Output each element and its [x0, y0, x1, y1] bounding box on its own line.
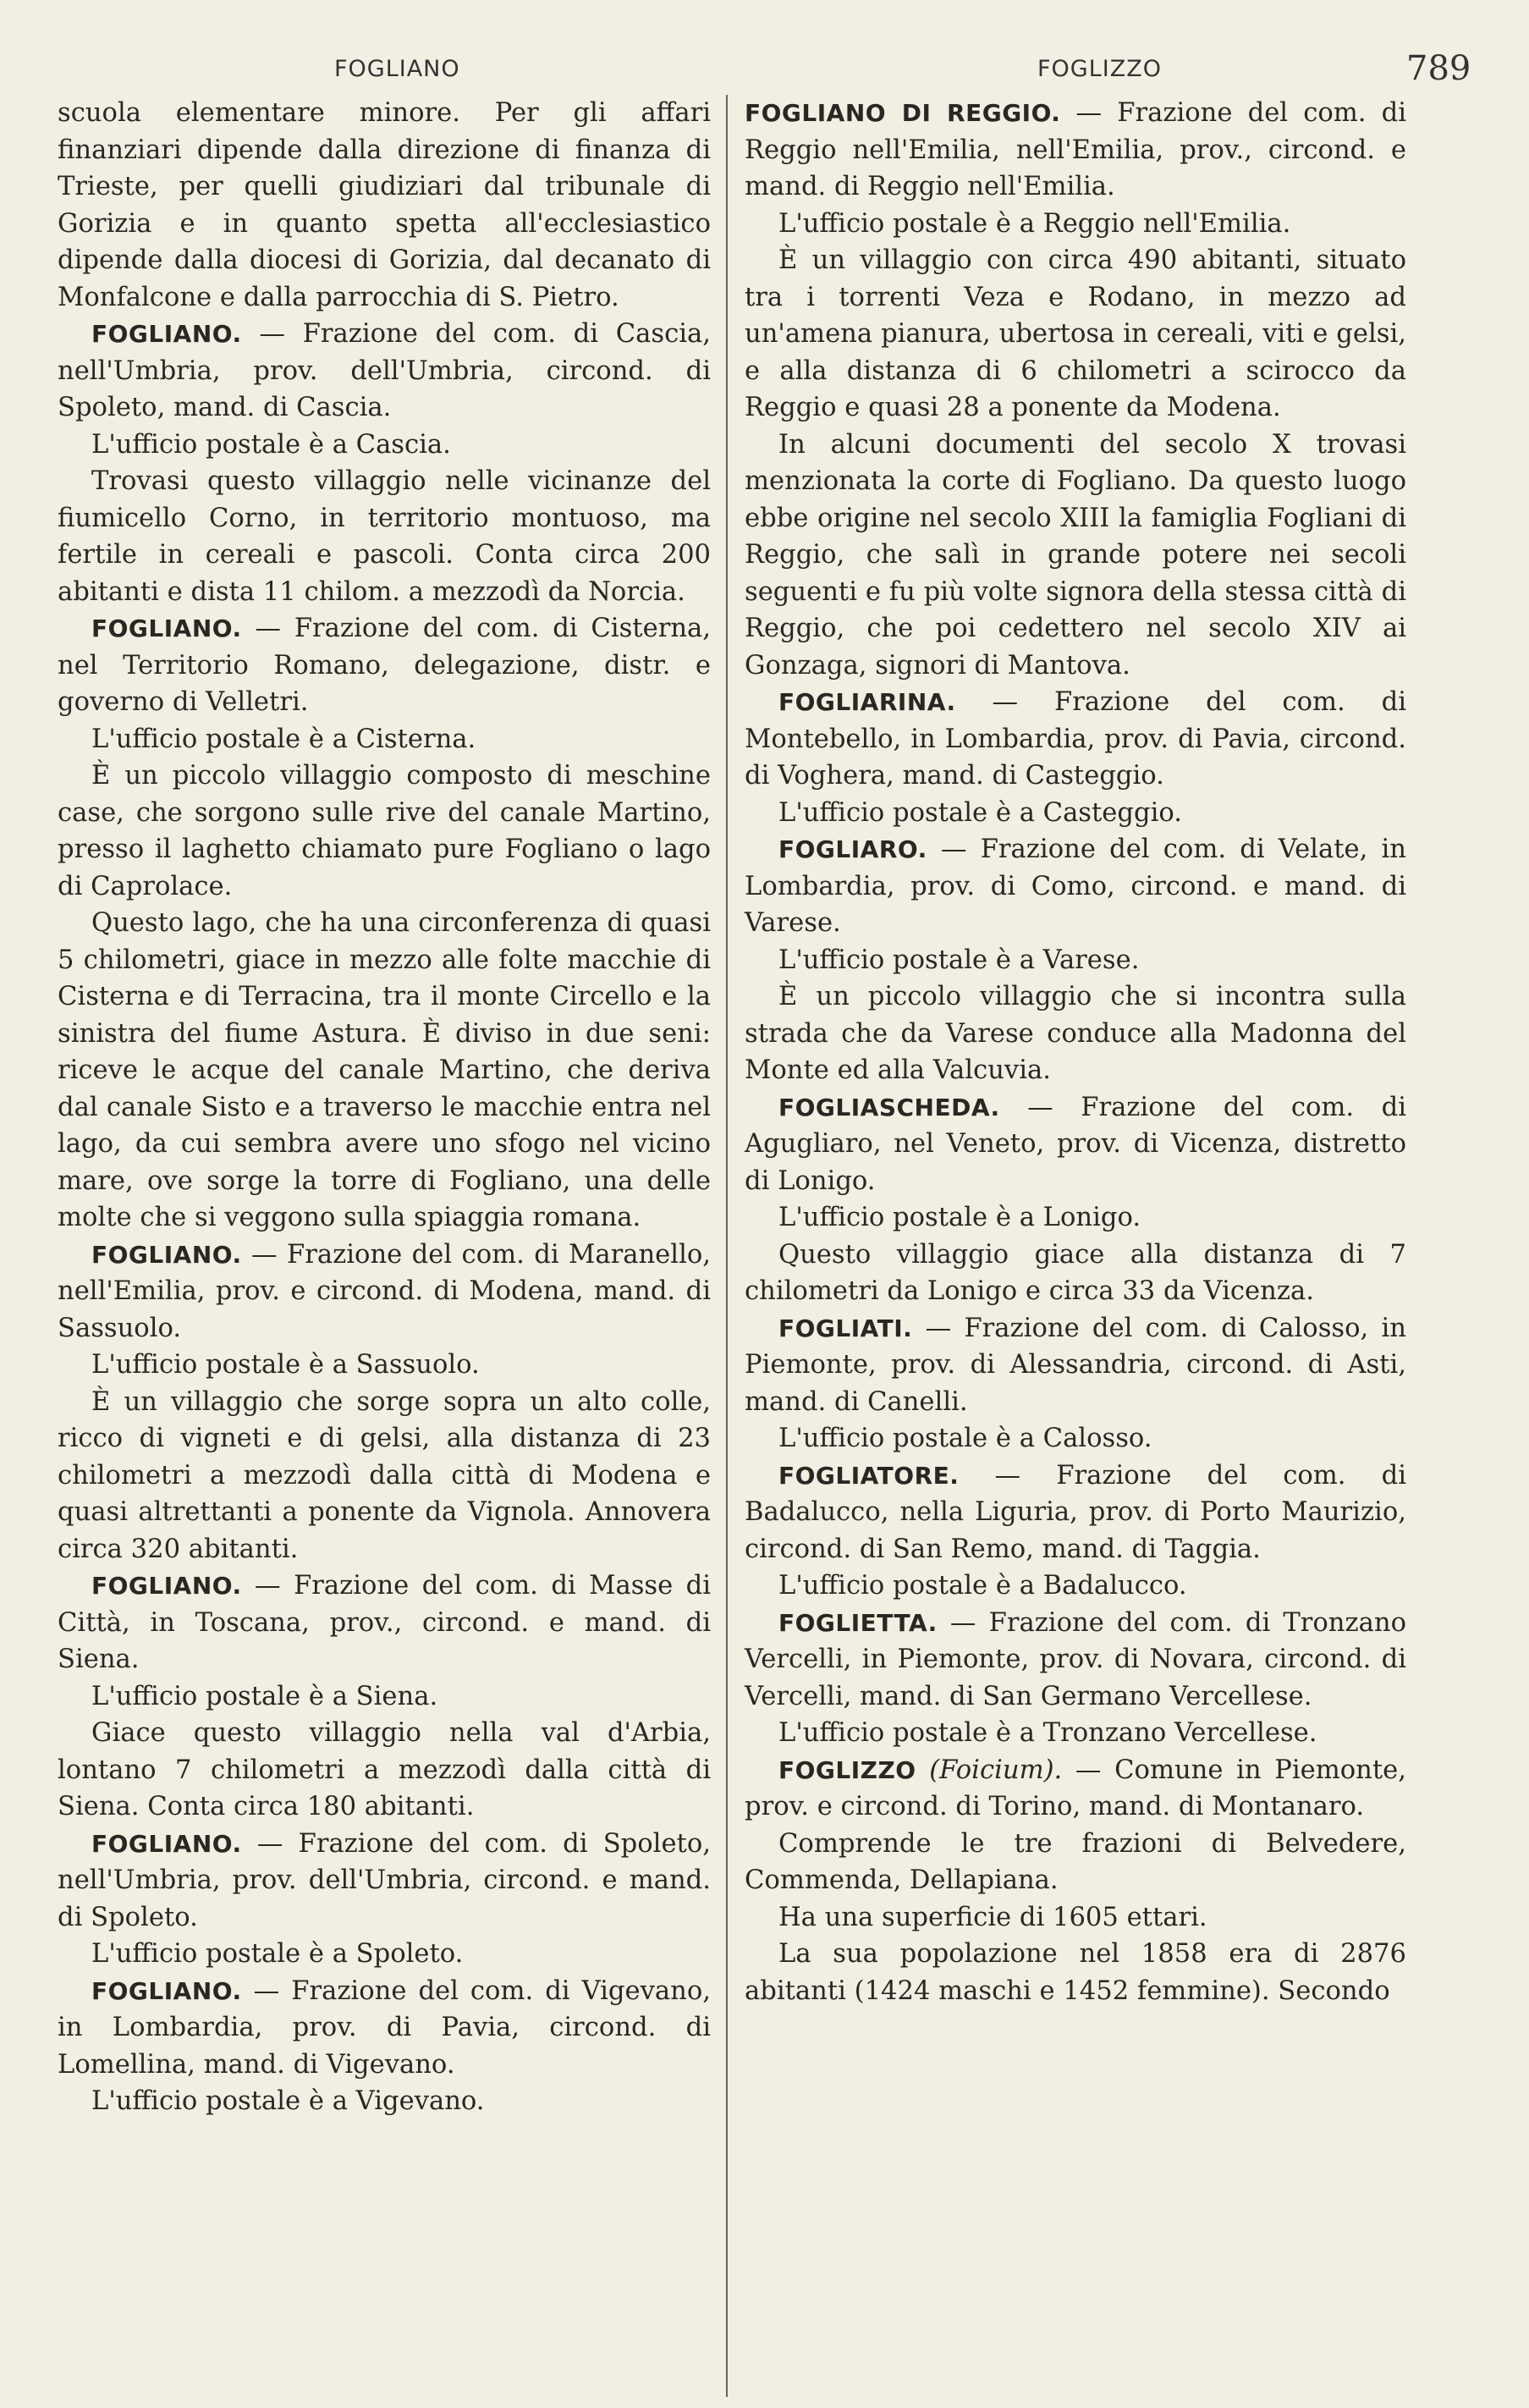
entry-paragraph [745, 1420, 1406, 1457]
entry-paragraph [58, 1715, 711, 1826]
entry-headword: FOGLIANO. [91, 1240, 242, 1269]
entry-paragraph [745, 206, 1406, 243]
entry-headword: FOGLIANO. [91, 1976, 242, 2005]
dictionary-entry [745, 1605, 1406, 1716]
entry-text: È un piccolo villaggio composto di meschine case, che sorgono sulle rive del canale Martino, presso il laghetto chiamato pure Fogliano o lago di Caprolace. [58, 761, 711, 901]
entry-paragraph [745, 1715, 1406, 1752]
entry-text: Trovasi questo villaggio nelle vicinanze del fiumicello Corno, in territorio montuoso, ma fertile in cereali e pascoli. Conta circa 200 abitanti e dista 11 chilom. a mezzodì da Norcia. [58, 466, 711, 607]
entry-paragraph [58, 463, 711, 610]
entry-paragraph [745, 1199, 1406, 1237]
entry-text: — Frazione del com. di Vigevano, in Lombardia, prov. di Pavia, circond. di Lomellina, mand. di Vigevano. [58, 1975, 711, 2080]
entry-text: In alcuni documenti del secolo X trovasi menzionata la corte di Fogliano. Da questo luogo ebbe origine nel secolo XIII la famiglia Fogliani di Reggio, che salì in grande potere nei secoli seguenti e fu più volte signora della stessa città di Reggio, che poi cedettero nel secolo XIV ai Gonzaga, signori di Mantova. [745, 429, 1406, 681]
entry-text: Giace questo villaggio nella val d'Arbia, lontano 7 chilometri a mezzodì dalla città di Siena. Conta circa 180 abitanti. [58, 1718, 711, 1821]
dictionary-entry [58, 1568, 711, 1678]
right-column [745, 95, 1406, 2009]
dictionary-entry [745, 1457, 1406, 1568]
entry-headword: FOGLIARINA. [778, 688, 956, 716]
dictionary-entry [58, 610, 711, 721]
left-column [58, 95, 711, 2120]
entry-headword: FOGLIETTA. [778, 1608, 938, 1637]
entry-text: Questo villaggio giace alla distanza di 7 chilometri da Lonigo e circa 33 da Vicenza. [745, 1239, 1406, 1306]
entry-text: È un villaggio con circa 490 abitanti, situato tra i torrenti Veza e Rodano, in mezzo ad un'amena pianura, ubertosa in cereali, viti e gelsi, e alla distanza di 6 chilometri a scirocco da Reggio e quasi 28 a ponente da Modena. [745, 245, 1406, 422]
dictionary-entry [745, 95, 1406, 206]
entry-text: Comprende le tre frazioni di Belvedere, Commenda, Dellapiana. [745, 1828, 1406, 1895]
entry-paragraph [745, 1899, 1406, 1937]
page-number: 789 [1406, 49, 1471, 88]
entry-text: L'ufficio postale è a Reggio nell'Emilia. [778, 208, 1291, 239]
entry-paragraph [745, 427, 1406, 685]
entry-text: L'ufficio postale è a Siena. [91, 1681, 438, 1711]
dictionary-entry [745, 684, 1406, 795]
dictionary-entry [745, 831, 1406, 942]
entry-paragraph [58, 427, 711, 464]
entry-paragraph [58, 905, 711, 1237]
entry-paragraph [745, 942, 1406, 979]
dictionary-entry [745, 1089, 1406, 1200]
entry-paragraph [745, 242, 1406, 427]
entry-text: L'ufficio postale è a Cascia. [91, 429, 451, 460]
entry-text: — Frazione del com. di Cascia, nell'Umbria, prov. dell'Umbria, circond. di Spoleto, mand. di Cascia. [58, 319, 711, 422]
entry-text: — Frazione del com. di Montebello, in Lombardia, prov. di Pavia, circond. di Voghera, mand. di Casteggio. [745, 687, 1406, 791]
entry-text: L'ufficio postale è a Lonigo. [778, 1203, 1141, 1232]
dictionary-entry [58, 1973, 711, 2084]
entry-headword: FOGLIZZO [778, 1755, 916, 1784]
entry-text: L'ufficio postale è a Vigevano. [91, 2086, 485, 2116]
entry-paragraph [58, 1384, 711, 1568]
entry-text: L'ufficio postale è a Varese. [778, 945, 1140, 975]
dictionary-entry [58, 1237, 711, 1347]
entry-text: L'ufficio postale è a Sassuolo. [91, 1350, 480, 1380]
running-header-left: FOGLIANO [334, 56, 460, 82]
entry-paragraph [58, 1936, 711, 1973]
entry-text: L'ufficio postale è a Cisterna. [91, 724, 476, 754]
entry-paragraph [58, 758, 711, 905]
entry-text: È un villaggio che sorge sopra un alto colle, ricco di vigneti e di gelsi, alla distanza di 23 chilometri a mezzodì dalla città di Modena e quasi altrettanti a ponente da Vignola. Annovera circa 320 abitanti. [58, 1386, 711, 1564]
entry-text: — Frazione del com. di Cisterna, nel Territorio Romano, delegazione, distr. e governo di Velletri. [58, 614, 711, 717]
entry-paragraph [58, 95, 711, 316]
entry-headword: FOGLIANO. [91, 1829, 242, 1858]
entry-paragraph [745, 978, 1406, 1089]
entry-headword: FOGLIARO. [778, 835, 927, 863]
dictionary-entry [745, 1752, 1406, 1826]
entry-text: — Frazione del com. di Calosso, in Piemonte, prov. di Alessandria, circond. di Asti, mand. di Canelli. [745, 1313, 1406, 1417]
entry-text: — Frazione del com. di Tronzano Vercelli, in Piemonte, prov. di Novara, circond. di Vercelli, mand. di San Germano Vercellese. [745, 1607, 1406, 1711]
entry-paragraph [745, 1568, 1406, 1605]
entry-latin-name: (Foicium). [929, 1755, 1063, 1785]
entry-paragraph [745, 1237, 1406, 1310]
entry-text: — Comune in Piemonte, prov. e circond. di Torino, mand. di Montanaro. [745, 1755, 1407, 1821]
entry-text: L'ufficio postale è a Badalucco. [778, 1571, 1187, 1601]
dictionary-entry [58, 316, 711, 427]
entry-headword: FOGLIANO. [91, 320, 242, 348]
entry-text: L'ufficio postale è a Calosso. [778, 1424, 1152, 1453]
entry-headword: FOGLIANO. [91, 614, 242, 642]
entry-text: L'ufficio postale è a Tronzano Vercellese. [778, 1718, 1317, 1748]
entry-text: È un piccolo villaggio che si incontra sulla strada che da Varese conduce alla Madonna del Monte ed alla Valcuvia. [745, 982, 1406, 1085]
entry-text: Ha una superficie di 1605 ettari. [778, 1902, 1207, 1932]
entry-paragraph [745, 1826, 1406, 1899]
entry-headword: FOGLIASCHEDA. [778, 1093, 1000, 1121]
entry-text: L'ufficio postale è a Casteggio. [778, 797, 1182, 828]
entry-text: Questo lago, che ha una circonferenza di quasi 5 chilometri, giace in mezzo alle folte macchie di Cisterna e di Terracina, tra il monte Circello e la sinistra del fiume Astura. È diviso in due seni: riceve le acque del canale Martino, che deriva dal canale Sisto e a traverso le macchie entra nel lago, da cui sembra avere uno sfogo nel vicino mare, ove sorge la torre di Fogliano, una delle molte che si veggono sulla spiaggia romana. [58, 908, 711, 1232]
entry-paragraph [745, 1936, 1406, 2009]
entry-paragraph [58, 1347, 711, 1384]
entry-paragraph [745, 795, 1406, 832]
entry-text: — Frazione del com. di Maranello, nell'Emilia, prov. e circond. di Modena, mand. di Sassuolo. [58, 1239, 711, 1343]
entry-headword: FOGLIATI. [778, 1314, 913, 1342]
column-divider [726, 95, 728, 2397]
entry-text: — Frazione del com. di Velate, in Lombardia, prov. di Como, circond. e mand. di Varese. [745, 835, 1406, 938]
entry-text: — Frazione del com. di Masse di Città, in Toscana, prov., circond. e mand. di Siena. [58, 1571, 711, 1674]
entry-headword: FOGLIANO. [91, 1572, 242, 1600]
entry-text: — Frazione del com. di Agugliaro, nel Veneto, prov. di Vicenza, distretto di Lonigo. [745, 1092, 1406, 1196]
dictionary-entry [58, 1826, 711, 1937]
entry-paragraph [58, 2083, 711, 2120]
entry-text: L'ufficio postale è a Spoleto. [91, 1939, 464, 1969]
entry-text: — Frazione del com. di Reggio nell'Emilia, nell'Emilia, prov., circond. e mand. di Reggio nell'Emilia. [745, 98, 1406, 201]
entry-text: scuola elementare minore. Per gli affari finanziari dipende dalla direzione di finanza di Trieste, per quelli giudiziari dal tribunale di Gorizia e in quanto spetta all'ecclesiastico dipende dalla diocesi di Gorizia, dal decanato di Monfalcone e dalla parrocchia di S. Pietro. [58, 98, 711, 312]
entry-text: — Frazione del com. di Badalucco, nella Liguria, prov. di Porto Maurizio, circond. di San Remo, mand. di Taggia. [745, 1460, 1406, 1564]
dictionary-entry [745, 1310, 1406, 1421]
entry-text: — Frazione del com. di Spoleto, nell'Umbria, prov. dell'Umbria, circond. e mand. di Spoleto. [58, 1828, 711, 1932]
entry-headword: FOGLIATORE. [778, 1461, 960, 1490]
entry-headword: FOGLIANO DI REGGIO. [745, 99, 1061, 127]
entry-text: La sua popolazione nel 1858 era di 2876 abitanti (1424 maschi e 1452 femmine). Secondo [745, 1939, 1406, 2006]
entry-paragraph [58, 721, 711, 758]
entry-paragraph [58, 1678, 711, 1716]
running-header-right: FOGLIZZO [1037, 56, 1162, 82]
